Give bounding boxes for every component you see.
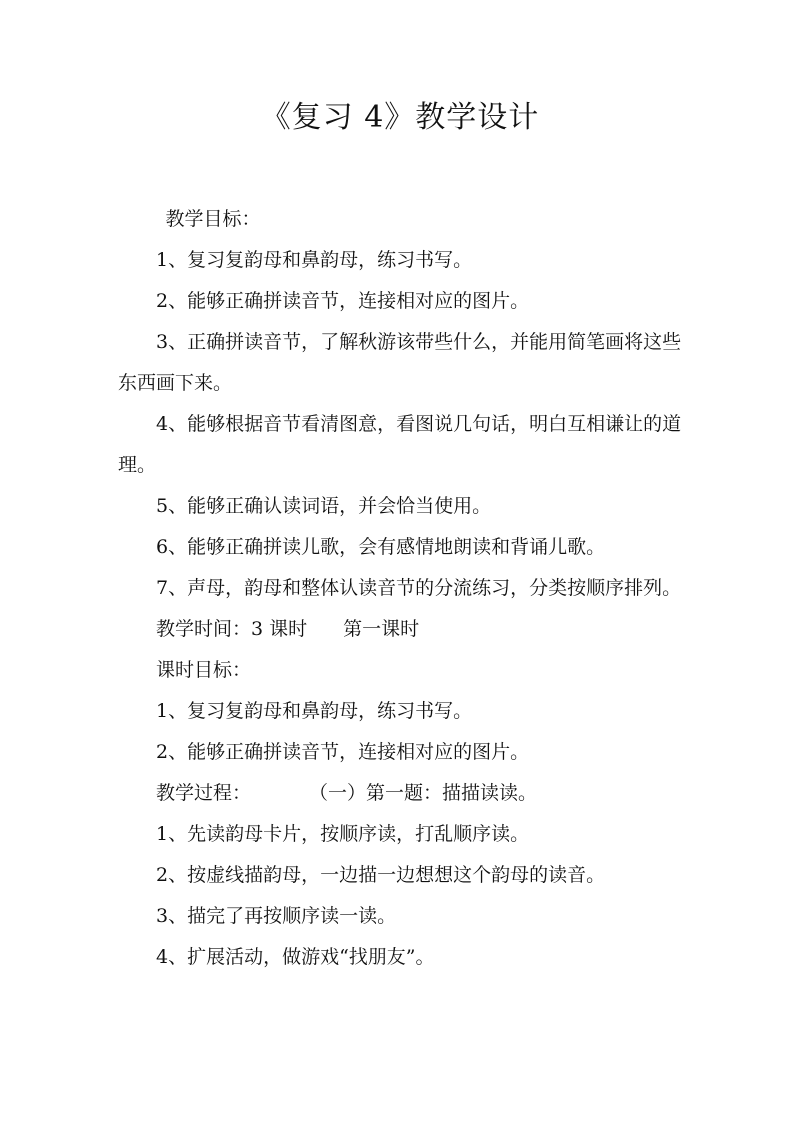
lesson-number: 第一课时 bbox=[343, 618, 420, 640]
lesson-objective-item: 2、能够正确拼读音节，连接相对应的图片。 bbox=[156, 741, 530, 763]
teaching-time-label: 教学时间：3 课时 bbox=[156, 618, 308, 640]
process-section: （一）第一题：描描读读。 bbox=[309, 782, 538, 804]
process-step: 1、先读韵母卡片，按顺序读，打乱顺序读。 bbox=[156, 823, 530, 845]
objectives-heading: 教学目标： bbox=[165, 208, 261, 230]
objective-item: 1、复习复韵母和鼻韵母，练习书写。 bbox=[156, 249, 473, 271]
objective-item: 4、能够根据音节看清图意，看图说几句话，明白互相谦让的道理。 bbox=[118, 413, 682, 476]
process-step: 4、扩展活动，做游戏“找朋友”。 bbox=[156, 946, 435, 968]
objective-item: 6、能够正确拼读儿歌，会有感情地朗读和背诵儿歌。 bbox=[156, 536, 606, 558]
objective-item: 5、能够正确认读词语，并会恰当使用。 bbox=[156, 495, 492, 517]
lesson-objective-item: 1、复习复韵母和鼻韵母，练习书写。 bbox=[156, 700, 473, 722]
process-step: 3、描完了再按顺序读一读。 bbox=[156, 905, 397, 927]
objective-item: 3、正确拼读音节，了解秋游该带些什么，并能用简笔画将这些东西画下来。 bbox=[118, 331, 682, 394]
objective-item: 2、能够正确拼读音节，连接相对应的图片。 bbox=[156, 290, 530, 312]
process-line bbox=[118, 773, 684, 814]
objective-item: 7、声母，韵母和整体认读音节的分流练习，分类按顺序排列。 bbox=[156, 577, 682, 599]
document-title: 《复习 4》教学设计 bbox=[260, 100, 540, 135]
teaching-time-line bbox=[118, 609, 684, 650]
lesson-objectives-heading: 课时目标： bbox=[156, 659, 252, 681]
document-body bbox=[118, 199, 684, 978]
process-step: 2、按虚线描韵母，一边描一边想想这个韵母的读音。 bbox=[156, 864, 606, 886]
process-label: 教学过程： bbox=[156, 782, 252, 804]
